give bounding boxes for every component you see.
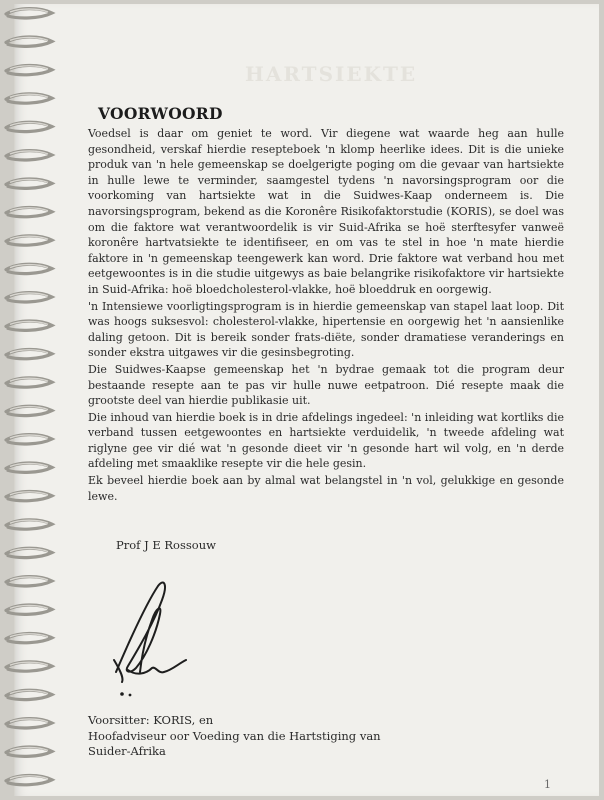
signatory-name: Prof J E Rossouw	[116, 538, 216, 552]
spiral-coil	[6, 747, 52, 756]
spiral-coil	[6, 463, 52, 472]
show-through-text: HARTSIEKTE	[245, 62, 418, 86]
paragraph-2: 'n Intensiewe voorligtingsprogram is in hierdie gemeenskap van stapel laat loop. Dit was hoogs suksesvol: cholesterol-vlakke, hipertensie en oorgewig het 'n aansienlike daling getoon. Dit is bereik sonder frats-diëte, sonder dramatiese veranderings en sonder ekstra uitgawes vir die gesinsbegroting.	[88, 299, 564, 360]
closing-line-1: Voorsitter: KORIS, en	[88, 713, 214, 727]
spiral-coil	[6, 548, 52, 557]
spiral-coil	[6, 349, 52, 358]
spiral-coil	[6, 719, 52, 728]
spiral-coil	[6, 435, 52, 444]
signatory-titles	[88, 713, 468, 760]
spiral-coil	[6, 321, 52, 330]
spiral-coil	[6, 662, 52, 671]
spiral-coil	[6, 151, 52, 160]
paragraph-3: Die Suidwes-Kaapse gemeenskap het 'n bydrae gemaak tot die program deur bestaande resepte aan te pas vir hulle nuwe eetpatroon. Dié resepte maak die grootste deel van hierdie publikasie uit.	[88, 362, 564, 408]
spiral-coil	[6, 577, 52, 586]
handwritten-signature	[106, 574, 216, 700]
spiral-coil	[6, 37, 52, 46]
page-title: VOORWOORD	[98, 104, 223, 123]
spiral-coil	[6, 264, 52, 273]
spiral-coil	[6, 207, 52, 216]
paragraph-4: Die inhoud van hierdie boek is in drie afdelings ingedeel: 'n inleiding wat kortliks die verband tussen eetgewoontes en hartsiekte verduidelik, 'n tweede afdeling wat riglyne gee vir dié wat 'n gesonde dieet vir 'n gesonde hart wil volg, en 'n derde afdeling met smaaklike resepte vir die hele gesin.	[88, 410, 564, 471]
spiral-coil	[6, 293, 52, 302]
spiral-coil	[6, 520, 52, 529]
spiral-coil	[6, 122, 52, 131]
spiral-coil	[6, 179, 52, 188]
spiral-coil	[6, 690, 52, 699]
spiral-coil	[6, 491, 52, 500]
spiral-coil	[6, 94, 52, 103]
spiral-coil	[6, 633, 52, 642]
spiral-binding-icon	[0, 0, 60, 800]
closing-line-3: Suider-Afrika	[88, 744, 166, 758]
spiral-coil	[6, 775, 52, 784]
spiral-coil	[6, 65, 52, 74]
spiral-coil	[6, 605, 52, 614]
closing-line-2: Hoofadviseur oor Voeding van die Hartstiging van	[88, 728, 381, 743]
spiral-coil	[6, 9, 52, 18]
page-number: 1	[544, 778, 551, 791]
spiral-coil	[6, 236, 52, 245]
paragraph-1: Voedsel is daar om geniet te word. Vir diegene wat waarde heg aan hulle gesondheid, verskaf hierdie resepteboek 'n klomp heerlike idees. Dit is die unieke produk van 'n hele gemeenskap se doelgerigte poging om die gevaar van hartsiekte in hulle lewe te verminder, saamgestel tydens 'n navorsingsprogram oor die voorkoming van hartsiekte wat in die Suidwes-Kaap onderneem is. Die navorsingsprogram, bekend as die Koronêre Risikofaktorstudie (KORIS), se doel was om die faktore wat verantwoordelik is vir Suid-Afrika se hoë sterftesyfer vanweë koronêre hartvatsiekte te identifiseer, en om vas te stel in hoe 'n mate hierdie faktore in 'n gemeenskap teengewerk kan word. Drie faktore wat verband hou met eetgewoontes is in die studie uitgewys as baie belangrike risikofaktore vir hartsiekte in Suid-Afrika: hoë bloedcholesterol-vlakke, hoë bloeddruk en oorgewig.	[88, 127, 564, 296]
paragraph-5: Ek beveel hierdie boek aan by almal wat belangstel in 'n vol, gelukkige en gesonde lewe.	[88, 474, 564, 503]
foreword-body	[88, 126, 564, 505]
spiral-coil	[6, 378, 52, 387]
spiral-coil	[6, 406, 52, 415]
